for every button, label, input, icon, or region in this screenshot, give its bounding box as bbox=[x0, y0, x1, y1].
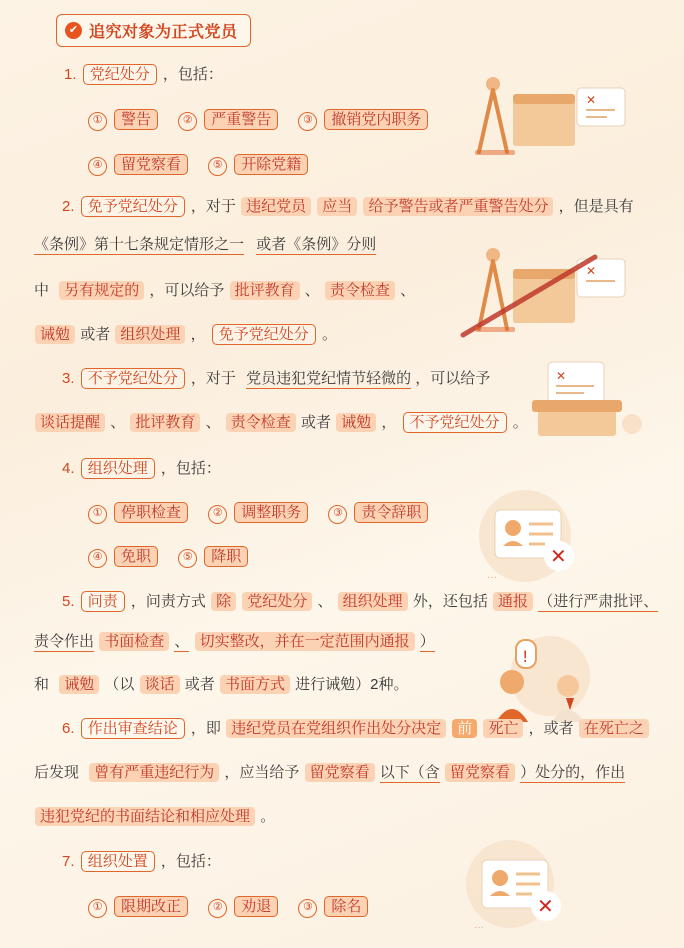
t: 曾有严重违纪行为 bbox=[89, 763, 219, 782]
section-title-text: 追究对象为正式党员 bbox=[89, 24, 238, 41]
option-persuade-quit: 劝退 bbox=[234, 896, 278, 917]
option-dismissal: 免职 bbox=[114, 546, 158, 567]
t: 除 bbox=[211, 592, 236, 611]
item-1-options-row-1 bbox=[88, 103, 430, 137]
item-6-line-3 bbox=[34, 800, 275, 834]
t: 组织处理 bbox=[338, 592, 408, 611]
item-5-keyword: 问责 bbox=[81, 591, 125, 612]
item-7-keyword: 组织处置 bbox=[81, 851, 155, 872]
t: 《条例》第十七条规定情形之一 bbox=[34, 236, 245, 253]
t: 诫勉 bbox=[59, 675, 99, 694]
t: 或者 bbox=[184, 676, 215, 693]
item-2-line-4 bbox=[34, 318, 337, 352]
t: 责令检查 bbox=[325, 281, 395, 300]
compass-document-illustration bbox=[455, 72, 635, 162]
item-6-number: 6. bbox=[62, 720, 75, 737]
t: 免予党纪处分 bbox=[212, 324, 316, 345]
t: （以 bbox=[104, 676, 135, 693]
t: 或者《条例》分则 bbox=[256, 236, 377, 253]
t: 、 bbox=[174, 633, 190, 650]
item-1-number: 1. bbox=[64, 66, 77, 83]
item-2-number: 2. bbox=[62, 198, 75, 215]
item-5-line-3 bbox=[34, 668, 408, 702]
svg-text:✕: ✕ bbox=[550, 544, 567, 568]
marker-4: ④ bbox=[88, 157, 107, 176]
item-2-line-3 bbox=[34, 274, 415, 308]
t: 书面检查 bbox=[99, 632, 169, 651]
item-6-line-2 bbox=[34, 756, 625, 790]
item-3-line-1 bbox=[62, 362, 490, 396]
t: ，对于 bbox=[190, 198, 236, 215]
item-4-options-row-2 bbox=[88, 540, 250, 574]
t: 以下（含 bbox=[379, 764, 440, 781]
option-suspension: 停职检查 bbox=[114, 502, 188, 523]
t: ，可以给予 bbox=[415, 370, 491, 387]
t: ，对于 bbox=[190, 370, 236, 387]
t: 。 bbox=[512, 414, 528, 431]
t: 通报 bbox=[493, 592, 533, 611]
option-warning: 警告 bbox=[114, 109, 158, 130]
item-7-number: 7. bbox=[62, 853, 75, 870]
item-4-keyword: 组织处理 bbox=[81, 458, 155, 479]
item-4-number: 4. bbox=[62, 460, 75, 477]
t: 谈话提醒 bbox=[35, 413, 105, 432]
t: ，但是具有 bbox=[558, 198, 634, 215]
t: 外，还包括 bbox=[412, 593, 488, 610]
item-1-tail: ，包括： bbox=[162, 66, 223, 83]
t: 应当 bbox=[317, 197, 357, 216]
item-5-line-2 bbox=[34, 625, 435, 659]
t: 党纪处分 bbox=[242, 592, 312, 611]
marker-5: ⑤ bbox=[208, 157, 227, 176]
item-4-options-row-1 bbox=[88, 496, 430, 530]
marker-3: ③ bbox=[328, 505, 347, 524]
item-1-keyword: 党纪处分 bbox=[83, 64, 157, 85]
item-2-keyword: 免予党纪处分 bbox=[81, 196, 185, 217]
id-card-reject-illustration-2 bbox=[440, 838, 600, 938]
item-5-number: 5. bbox=[62, 593, 75, 610]
marker-4: ④ bbox=[88, 549, 107, 568]
t: 中 bbox=[34, 282, 50, 299]
t: ，应当给予 bbox=[224, 764, 300, 781]
option-revoke-post: 撤销党内职务 bbox=[324, 109, 428, 130]
t: 批评教育 bbox=[130, 413, 200, 432]
marker-1: ① bbox=[88, 112, 107, 131]
t: 违纪党员在党组织作出处分决定 bbox=[226, 719, 446, 738]
item-1-options-row-2 bbox=[88, 148, 310, 182]
t: 另有规定的 bbox=[59, 281, 144, 300]
t: 切实整改，并在一定范围内通报 bbox=[195, 632, 415, 651]
marker-1: ① bbox=[88, 899, 107, 918]
t: 党员违犯党纪情节轻微的 bbox=[246, 370, 412, 387]
check-circle-icon: ✔ bbox=[65, 22, 82, 39]
t: 留党察看 bbox=[445, 763, 515, 782]
svg-text:···: ··· bbox=[487, 572, 497, 583]
item-1-lead bbox=[64, 58, 223, 92]
t: 批评教育 bbox=[230, 281, 300, 300]
marker-1: ① bbox=[88, 505, 107, 524]
t: 责令检查 bbox=[226, 413, 296, 432]
t: 进行诫勉）2种。 bbox=[295, 676, 409, 693]
t: 违犯党纪的书面结论和相应处理 bbox=[35, 807, 255, 826]
t: 诫勉 bbox=[35, 325, 75, 344]
svg-text:···: ··· bbox=[474, 922, 484, 933]
svg-text:✕: ✕ bbox=[586, 264, 597, 278]
item-3-line-2 bbox=[34, 406, 528, 440]
item-3-keyword: 不予党纪处分 bbox=[81, 368, 185, 389]
t: ，包括： bbox=[160, 853, 221, 870]
t: 谈话 bbox=[140, 675, 180, 694]
option-order-resign: 责令辞职 bbox=[354, 502, 428, 523]
t: ，即 bbox=[190, 720, 221, 737]
item-6-line-1 bbox=[62, 712, 650, 746]
item-2-line-1 bbox=[62, 190, 634, 224]
t: （进行严肃批评、 bbox=[538, 593, 659, 610]
t: 留党察看 bbox=[305, 763, 375, 782]
t: 违纪党员 bbox=[241, 197, 311, 216]
t: 和 bbox=[34, 676, 50, 693]
option-correct-in-time: 限期改正 bbox=[114, 896, 188, 917]
item-7-options-row-1 bbox=[88, 890, 370, 924]
option-expulsion: 开除党籍 bbox=[234, 154, 308, 175]
svg-text:✕: ✕ bbox=[586, 93, 597, 107]
t: 责令作出 bbox=[34, 633, 95, 650]
option-remove-name: 除名 bbox=[324, 896, 368, 917]
option-probation: 留党察看 bbox=[114, 154, 188, 175]
t: 或者 bbox=[80, 326, 111, 343]
t: 、 bbox=[400, 282, 416, 299]
t: ，问责方式 bbox=[130, 593, 206, 610]
compass-crossed-document-illustration bbox=[455, 243, 635, 343]
id-card-reject-illustration bbox=[455, 488, 615, 588]
t: ，包括： bbox=[160, 460, 221, 477]
t: 不予党纪处分 bbox=[403, 412, 507, 433]
t: ，或者 bbox=[528, 720, 574, 737]
t: 、 bbox=[110, 414, 126, 431]
t: 给予警告或者严重警告处分 bbox=[363, 197, 553, 216]
marker-2: ② bbox=[208, 899, 227, 918]
t: 死亡 bbox=[483, 719, 523, 738]
svg-text:✕: ✕ bbox=[556, 369, 567, 383]
section-title bbox=[56, 14, 251, 47]
t: ， bbox=[381, 414, 397, 431]
svg-text:✕: ✕ bbox=[537, 894, 554, 918]
t: 、 bbox=[317, 593, 333, 610]
option-adjust-post: 调整职务 bbox=[234, 502, 308, 523]
marker-3: ③ bbox=[298, 112, 317, 131]
t: 组织处理 bbox=[115, 325, 185, 344]
t: 诫勉 bbox=[336, 413, 376, 432]
t: 前 bbox=[452, 719, 477, 738]
option-demotion: 降职 bbox=[204, 546, 248, 567]
svg-text:!: ! bbox=[522, 647, 529, 666]
t: 后发现 bbox=[34, 764, 80, 781]
t: 。 bbox=[260, 808, 276, 825]
t: 、 bbox=[205, 414, 221, 431]
t: ）处分的，作出 bbox=[520, 764, 626, 781]
t: 在死亡之 bbox=[579, 719, 649, 738]
t: 书面方式 bbox=[220, 675, 290, 694]
t: 。 bbox=[321, 326, 337, 343]
item-2-line-2 bbox=[34, 228, 376, 262]
t: ，可以给予 bbox=[149, 282, 225, 299]
t: ） bbox=[419, 633, 435, 650]
marker-5: ⑤ bbox=[178, 549, 197, 568]
item-3-number: 3. bbox=[62, 370, 75, 387]
marker-2: ② bbox=[178, 112, 197, 131]
item-7-lead bbox=[62, 845, 221, 879]
item-6-keyword: 作出审查结论 bbox=[81, 718, 185, 739]
t: 、 bbox=[304, 282, 320, 299]
option-serious-warning: 严重警告 bbox=[204, 109, 278, 130]
marker-3: ③ bbox=[298, 899, 317, 918]
item-4-lead bbox=[62, 452, 221, 486]
t: 或者 bbox=[300, 414, 331, 431]
marker-2: ② bbox=[208, 505, 227, 524]
document-box-illustration bbox=[520, 358, 660, 448]
item-5-line-1 bbox=[62, 585, 658, 619]
t: ， bbox=[190, 326, 206, 343]
